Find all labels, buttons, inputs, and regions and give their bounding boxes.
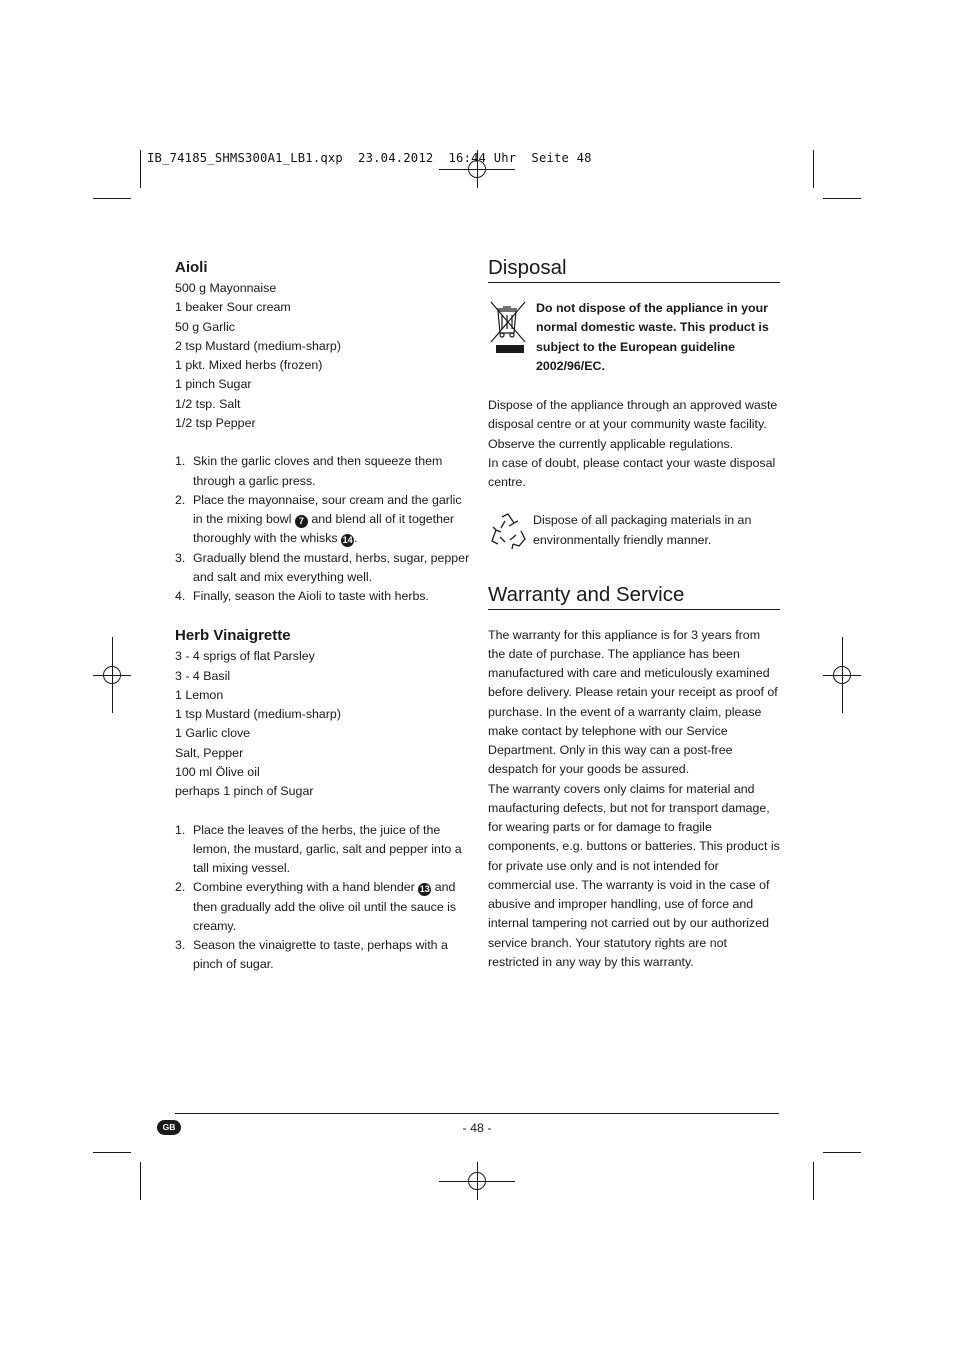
crop-mark bbox=[813, 150, 814, 188]
crop-mark bbox=[140, 150, 141, 188]
registration-circle-icon bbox=[103, 666, 121, 684]
step-number: 3. bbox=[175, 938, 186, 952]
ingredient: perhaps 1 pinch of Sugar bbox=[175, 784, 314, 798]
list-item bbox=[175, 821, 470, 879]
warranty-heading: Warranty and Service bbox=[488, 583, 780, 610]
step-text: and then gradually add the olive oil until the sauce is creamy. bbox=[193, 880, 457, 933]
registration-circle-icon bbox=[468, 1172, 486, 1190]
vinaigrette-steps bbox=[175, 821, 470, 975]
ingredient: 1/2 tsp Pepper bbox=[175, 415, 256, 430]
page-number: - 48 - bbox=[462, 1121, 492, 1135]
ingredient: 1 tsp Mustard (medium-sharp) bbox=[175, 707, 341, 721]
step-text: Finally, season the Aioli to taste with herbs. bbox=[193, 589, 430, 603]
step-text: and blend all of it together thoroughly with the whisks bbox=[193, 512, 454, 546]
step-text: Skin the garlic cloves and then squeeze them through a garlic press. bbox=[193, 454, 443, 488]
footer-rule bbox=[175, 1113, 779, 1114]
ingredient: 1 Garlic clove bbox=[175, 726, 251, 741]
packaging-notice bbox=[488, 511, 780, 557]
step-number: 3. bbox=[175, 550, 186, 565]
service-column bbox=[488, 256, 780, 972]
warranty-paragraph: The warranty for this appliance is for 3 years from the date of purchase. The appliance has been manufactured with care and meticulously examined before delivery. Please retain your receipt as proof of purchase. In the event of a warranty claim, please make contact by telephone with our Service Department. Only in this way can a post-free despatch for your goods be assured. bbox=[488, 627, 778, 777]
crop-mark bbox=[813, 1162, 814, 1200]
ingredient: 3 - 4 sprigs of flat Parsley bbox=[175, 649, 315, 664]
ingredient: 500 g Mayonnaise bbox=[175, 281, 277, 295]
crossed-out-wheelie-bin-icon bbox=[488, 299, 528, 361]
step-text: . bbox=[354, 531, 358, 546]
step-text: Season the vinaigrette to taste, perhaps with a pinch of sugar. bbox=[193, 938, 448, 972]
part-reference-badge: 14 bbox=[342, 535, 353, 546]
aioli-ingredients bbox=[175, 279, 470, 433]
vinaigrette-heading: Herb Vinaigrette bbox=[175, 627, 291, 645]
part-reference-badge: 7 bbox=[295, 515, 308, 528]
step-text: Place the leaves of the herbs, the juice of the lemon, the mustard, garlic, salt and pepper into a tall mixing vessel. bbox=[193, 822, 462, 875]
ingredient: 2 tsp Mustard (medium-sharp) bbox=[175, 338, 341, 353]
step-number: 2. bbox=[175, 492, 186, 507]
packaging-notice-text: Dispose of all packaging materials in an environmentally friendly manner. bbox=[533, 513, 752, 547]
list-item bbox=[175, 549, 470, 588]
part-reference-badge: 13 bbox=[419, 884, 430, 895]
step-text: Place the mayonnaise, sour cream and the garlic in the mixing bowl bbox=[193, 492, 462, 526]
aioli-steps bbox=[175, 452, 470, 606]
ingredient: 1 pkt. Mixed herbs (frozen) bbox=[175, 358, 323, 372]
list-item bbox=[175, 878, 470, 936]
ingredient: 100 ml Ölive oil bbox=[175, 764, 260, 779]
list-item bbox=[175, 452, 470, 491]
step-number: 2. bbox=[175, 880, 186, 895]
recycling-icon bbox=[488, 511, 528, 557]
print-slug: IB_74185_SHMS300A1_LB1.qxp 23.04.2012 16:44 Uhr Seite 48 bbox=[147, 151, 592, 165]
crop-mark bbox=[93, 1152, 131, 1153]
disposal-paragraph: Dispose of the appliance through an approved waste disposal centre or at your community waste facility. Observe the currently applicable regulations. bbox=[488, 398, 778, 451]
country-badge: GB bbox=[157, 1120, 181, 1135]
list-item bbox=[175, 936, 470, 975]
step-number: 1. bbox=[175, 822, 186, 837]
ingredient: 1/2 tsp. Salt bbox=[175, 396, 241, 411]
ingredient: 50 g Garlic bbox=[175, 319, 235, 334]
weee-notice-text: Do not dispose of the appliance in your normal domestic waste. This product is subject to the European guideline 2002/96/EC. bbox=[536, 301, 769, 373]
crop-mark bbox=[823, 1152, 861, 1153]
disposal-paragraph: In case of doubt, please contact your waste disposal centre. bbox=[488, 455, 776, 489]
weee-notice bbox=[488, 299, 780, 376]
registration-circle-icon bbox=[833, 666, 851, 684]
list-item bbox=[175, 491, 470, 549]
step-text: Gradually blend the mustard, herbs, sugar, pepper and salt and mix everything well. bbox=[193, 550, 470, 584]
crop-mark bbox=[823, 198, 861, 199]
ingredient: 1 pinch Sugar bbox=[175, 377, 252, 392]
crop-mark bbox=[93, 198, 131, 199]
ingredient: Salt, Pepper bbox=[175, 745, 244, 760]
step-number: 1. bbox=[175, 454, 186, 469]
ingredient: 1 Lemon bbox=[175, 687, 224, 702]
vinaigrette-ingredients bbox=[175, 647, 470, 801]
aioli-heading: Aioli bbox=[175, 259, 208, 276]
ingredient: 1 beaker Sour cream bbox=[175, 300, 291, 315]
ingredient: 3 - 4 Basil bbox=[175, 668, 231, 683]
step-number: 4. bbox=[175, 589, 186, 603]
warranty-paragraph: The warranty covers only claims for material and maufacturing defects, but not for transport damage, for wearing parts or for damage to fragile components, e.g. buttons or batteries. This product is for private use only and is not intended for commercial use. The warranty is void in the case of abusive and improper handling, use of force and internal tampering not carried out by our authorized service branch. Your statutory rights are not restricted in any way by this warranty. bbox=[488, 781, 780, 969]
list-item bbox=[175, 587, 470, 606]
crop-mark bbox=[140, 1162, 141, 1200]
recipes-column bbox=[175, 257, 470, 975]
disposal-heading: Disposal bbox=[488, 256, 780, 283]
step-text: Combine everything with a hand blender bbox=[193, 880, 415, 895]
